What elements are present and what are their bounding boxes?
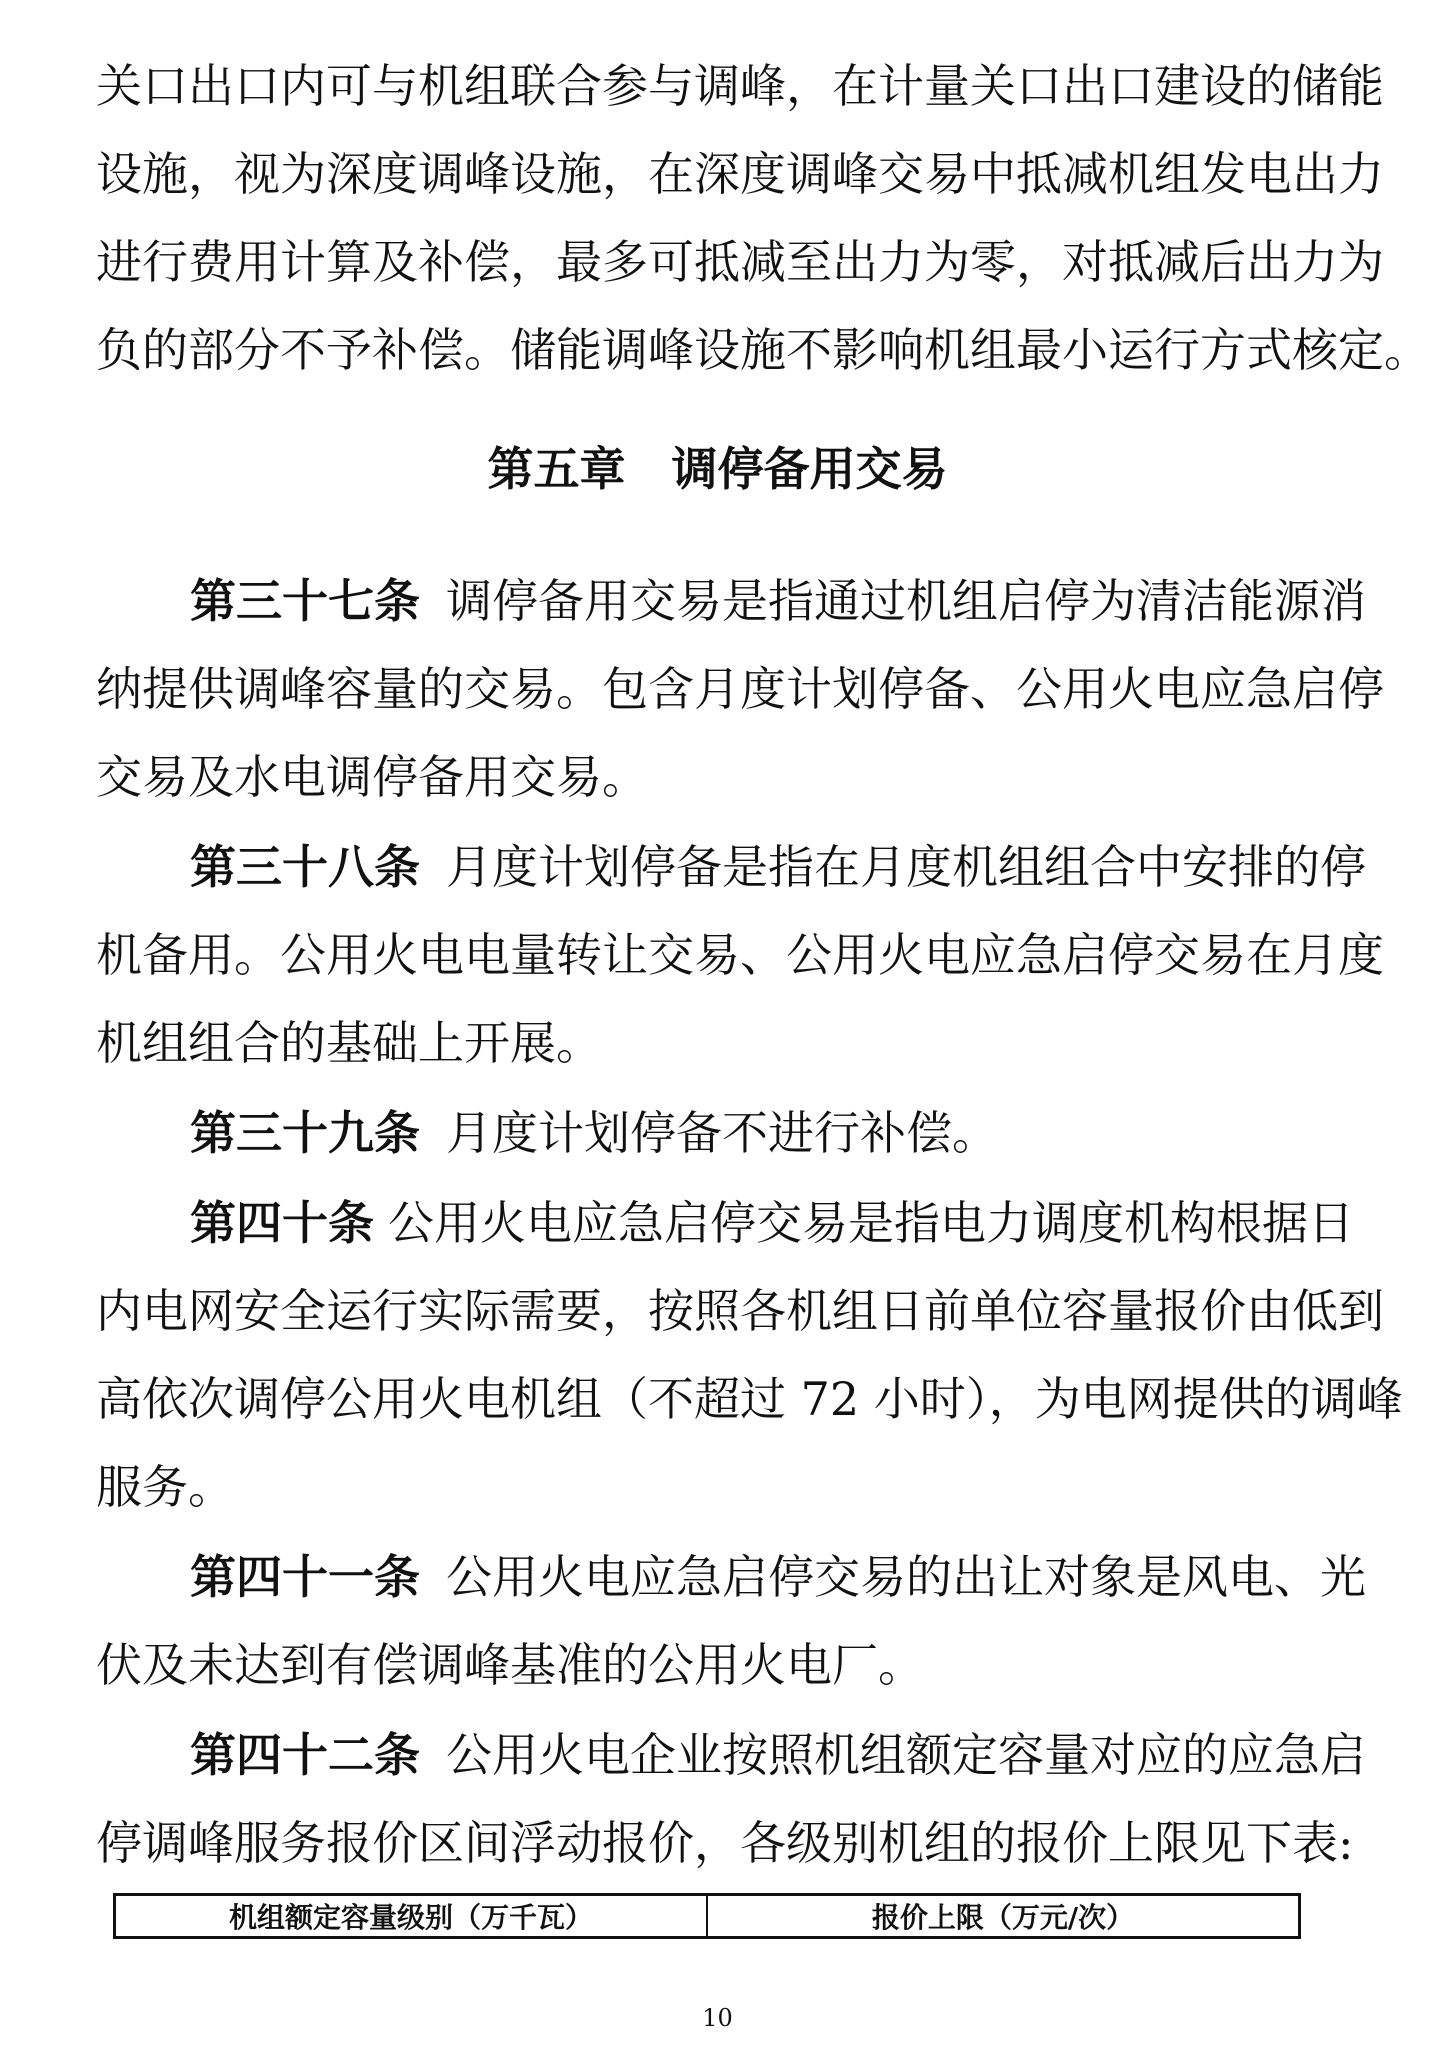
paragraph-line: 关口出口内可与机组联合参与调峰，在计量关口出口建设的储能 [96, 59, 1384, 113]
chapter-heading [0, 441, 1435, 497]
article-label: 第四十条 [190, 1196, 374, 1250]
article-42-line: 停调峰服务报价区间浮动报价，各级别机组的报价上限见下表: [96, 1816, 1354, 1870]
article-label: 第四十二条 [190, 1728, 420, 1782]
article-text: 公用火电应急启停交易的出让对象是风电、光 [446, 1550, 1366, 1604]
article-38-line [190, 839, 1366, 895]
table-header-row [115, 1895, 1300, 1938]
page-number: 10 [702, 2004, 733, 2032]
article-label: 第三十七条 [190, 574, 420, 628]
article-41-line: 伏及未达到有偿调峰基准的公用火电厂。 [96, 1638, 924, 1692]
article-label: 第四十一条 [190, 1550, 420, 1604]
article-40-line: 内电网安全运行实际需要，按照各机组日前单位容量报价由低到 [96, 1284, 1384, 1338]
article-text: 调停备用交易是指通过机组启停为清洁能源消 [446, 574, 1366, 628]
article-39-line [190, 1105, 1336, 1161]
article-42-line [190, 1727, 1366, 1783]
article-41-line [190, 1549, 1366, 1605]
article-37-line [190, 573, 1366, 629]
paragraph-line: 进行费用计算及补偿，最多可抵减至出力为零，对抵减后出力为 [96, 235, 1384, 289]
article-37-line: 交易及水电调停备用交易。 [96, 750, 648, 804]
article-38-line: 机备用。公用火电电量转让交易、公用火电应急启停交易在月度 [96, 928, 1384, 982]
article-40-line [190, 1195, 1354, 1251]
article-label: 第三十九条 [190, 1106, 420, 1160]
chapter-title: 调停备用交易 [671, 442, 948, 496]
table-header-price-limit: 报价上限（万元/次） [707, 1895, 1300, 1938]
paragraph-line: 设施，视为深度调峰设施，在深度调峰交易中抵减机组发电出力 [96, 147, 1384, 201]
article-37-line: 纳提供调峰容量的交易。包含月度计划停备、公用火电应急启停 [96, 662, 1384, 716]
article-38-line: 机组组合的基础上开展。 [96, 1016, 602, 1070]
article-text: 月度计划停备不进行补偿。 [446, 1106, 998, 1160]
article-text: 月度计划停备是指在月度机组组合中安排的停 [446, 840, 1366, 894]
quote-limit-table [113, 1893, 1301, 1939]
article-40-line: 服务。 [96, 1460, 234, 1514]
table-header-capacity: 机组额定容量级别（万千瓦） [115, 1895, 708, 1938]
article-label: 第三十八条 [190, 840, 420, 894]
article-text: 公用火电应急启停交易是指电力调度机构根据日 [388, 1196, 1354, 1250]
paragraph-line: 负的部分不予补偿。储能调峰设施不影响机组最小运行方式核定。 [96, 323, 1430, 377]
chapter-number: 第五章 [487, 442, 626, 496]
article-40-line: 高依次调停公用火电机组（不超过 72 小时），为电网提供的调峰 [96, 1372, 1403, 1426]
article-text: 公用火电企业按照机组额定容量对应的应急启 [446, 1728, 1366, 1782]
